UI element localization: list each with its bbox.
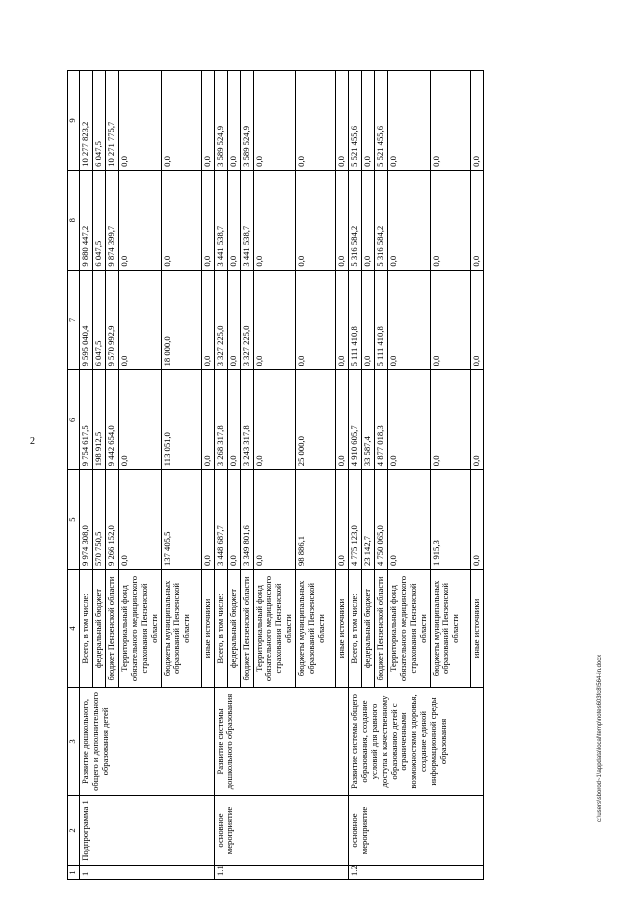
value-cell: 0,0 (227, 71, 240, 171)
value-cell: 9 595 040,4 (80, 270, 93, 370)
funding-source-cell: Всего, в том числе: (349, 570, 362, 688)
value-cell: 0,0 (336, 170, 349, 270)
value-cell: 0,0 (161, 170, 201, 270)
value-cell: 5 111 410,8 (375, 270, 388, 370)
value-cell: 9 442 654,0 (106, 370, 119, 470)
value-cell: 3 441 538,7 (240, 170, 253, 270)
value-cell: 25 000,0 (296, 370, 336, 470)
row-name-cell: Развитие системы дошкольного образования (214, 688, 349, 796)
footer-file-path: c:\users\sborod~1\appdata\local\temp\notes603fc8\564-in.docx (597, 654, 603, 822)
value-cell: 0,0 (388, 71, 431, 171)
value-cell: 0,0 (119, 470, 162, 570)
value-cell: 10 277 823,2 (80, 71, 93, 171)
header-cell: 7 (68, 270, 80, 370)
header-cell: 4 (68, 570, 80, 688)
row-name-cell: Развитие дошкольного, общего и дополнительного образования детей (80, 688, 215, 796)
funding-source-cell: бюджеты муниципальных образований Пензенской области (296, 570, 336, 688)
value-cell: 9 570 992,9 (106, 270, 119, 370)
value-cell: 9 754 617,5 (80, 370, 93, 470)
row-type-cell: основное мероприятие (214, 796, 349, 866)
value-cell: 0,0 (430, 270, 470, 370)
funding-source-cell: иные источники (201, 570, 214, 688)
table-row (214, 71, 227, 880)
funding-source-cell: иные источники (470, 570, 483, 688)
value-cell: 0,0 (296, 170, 336, 270)
value-cell: 0,0 (161, 71, 201, 171)
value-cell: 9 266 152,0 (106, 470, 119, 570)
value-cell: 0,0 (227, 470, 240, 570)
header-cell: 1 (68, 866, 80, 880)
value-cell: 0,0 (296, 71, 336, 171)
value-cell: 0,0 (470, 370, 483, 470)
value-cell: 0,0 (362, 71, 375, 171)
value-cell: 3 589 524,9 (240, 71, 253, 171)
header-cell: 5 (68, 470, 80, 570)
page-number: 2 (30, 436, 35, 447)
value-cell: 10 271 775,7 (106, 71, 119, 171)
row-name-cell: Развитие системы общего образования, создание условий для равного доступа к качественному образованию детей с ограниченными возможностями здоровья, создание единой информационной среды образования (349, 688, 484, 796)
value-cell: 0,0 (227, 270, 240, 370)
value-cell: 0,0 (388, 370, 431, 470)
header-cell: 8 (68, 170, 80, 270)
header-cell: 3 (68, 688, 80, 796)
value-cell: 3 268 317,8 (214, 370, 227, 470)
funding-source-cell: федеральный бюджет (227, 570, 240, 688)
table-row (80, 71, 93, 880)
header-cell: 9 (68, 71, 80, 171)
header-cell: 6 (68, 370, 80, 470)
value-cell: 0,0 (119, 170, 162, 270)
value-cell: 0,0 (470, 71, 483, 171)
value-cell: 0,0 (119, 270, 162, 370)
value-cell: 3 327 225,0 (214, 270, 227, 370)
value-cell: 0,0 (201, 170, 214, 270)
value-cell: 5 521 455,6 (375, 71, 388, 171)
value-cell: 0,0 (201, 71, 214, 171)
row-number-cell: 1.1 (214, 866, 349, 880)
value-cell: 0,0 (119, 370, 162, 470)
value-cell: 23 142,7 (362, 470, 375, 570)
value-cell: 0,0 (470, 170, 483, 270)
funding-source-cell: бюджет Пензенской области (106, 570, 119, 688)
funding-source-cell: Территориальный фонд обязательного медицинского страхования Пензенской области (119, 570, 162, 688)
value-cell: 0,0 (201, 370, 214, 470)
value-cell: 33 587,4 (362, 370, 375, 470)
value-cell: 0,0 (430, 71, 470, 171)
value-cell: 0,0 (430, 170, 470, 270)
value-cell: 0,0 (336, 71, 349, 171)
value-cell: 0,0 (253, 370, 296, 470)
value-cell: 0,0 (253, 470, 296, 570)
funding-source-cell: бюджеты муниципальных образований Пензенской области (430, 570, 470, 688)
value-cell: 4 750 065,0 (375, 470, 388, 570)
value-cell: 137 405,5 (161, 470, 201, 570)
value-cell: 0,0 (388, 470, 431, 570)
row-number-cell: 1.2 (349, 866, 484, 880)
value-cell: 5 316 584,2 (349, 170, 362, 270)
value-cell: 1 915,3 (430, 470, 470, 570)
row-number-cell: 1 (80, 866, 215, 880)
value-cell: 0,0 (362, 170, 375, 270)
value-cell: 0,0 (253, 170, 296, 270)
value-cell: 0,0 (430, 370, 470, 470)
funding-source-cell: бюджеты муниципальных образований Пензенской области (161, 570, 201, 688)
value-cell: 4 877 018,3 (375, 370, 388, 470)
value-cell: 0,0 (336, 370, 349, 470)
value-cell: 113 051,0 (161, 370, 201, 470)
header-cell: 2 (68, 796, 80, 866)
value-cell: 3 441 538,7 (214, 170, 227, 270)
value-cell: 3 589 524,9 (214, 71, 227, 171)
value-cell: 98 886,1 (296, 470, 336, 570)
value-cell: 0,0 (470, 470, 483, 570)
funding-source-cell: бюджет Пензенской области (240, 570, 253, 688)
value-cell: 6 047,5 (93, 170, 106, 270)
value-cell: 0,0 (119, 71, 162, 171)
value-cell: 4 775 123,0 (349, 470, 362, 570)
value-cell: 5 111 410,8 (349, 270, 362, 370)
value-cell: 0,0 (470, 270, 483, 370)
value-cell: 0,0 (336, 470, 349, 570)
value-cell: 3 349 801,6 (240, 470, 253, 570)
funding-source-cell: федеральный бюджет (362, 570, 375, 688)
value-cell: 3 243 317,8 (240, 370, 253, 470)
funding-source-cell: Территориальный фонд обязательного медицинского страхования Пензенской области (388, 570, 431, 688)
value-cell: 0,0 (362, 270, 375, 370)
row-type-cell: Подпрограмма 1 (80, 796, 215, 866)
funding-source-cell: федеральный бюджет (93, 570, 106, 688)
value-cell: 0,0 (227, 370, 240, 470)
value-cell: 570 750,5 (93, 470, 106, 570)
value-cell: 5 316 584,2 (375, 170, 388, 270)
table-row (349, 71, 362, 880)
funding-source-cell: Территориальный фонд обязательного медицинского страхования Пензенской области (253, 570, 296, 688)
value-cell: 5 521 455,6 (349, 71, 362, 171)
value-cell: 0,0 (253, 270, 296, 370)
value-cell: 0,0 (227, 170, 240, 270)
funding-source-cell: Всего, в том числе: (214, 570, 227, 688)
header-row (68, 71, 80, 880)
value-cell: 0,0 (388, 270, 431, 370)
value-cell: 9 974 308,0 (80, 470, 93, 570)
value-cell: 0,0 (388, 170, 431, 270)
value-cell: 6 047,5 (93, 270, 106, 370)
value-cell: 0,0 (201, 470, 214, 570)
row-type-cell: основное мероприятие (349, 796, 484, 866)
value-cell: 6 047,5 (93, 71, 106, 171)
value-cell: 3 327 225,0 (240, 270, 253, 370)
value-cell: 9 874 399,7 (106, 170, 119, 270)
value-cell: 9 880 447,2 (80, 170, 93, 270)
funding-source-cell: бюджет Пензенской области (375, 570, 388, 688)
value-cell: 0,0 (201, 270, 214, 370)
budget-table (67, 70, 484, 880)
funding-source-cell: иные источники (336, 570, 349, 688)
funding-source-cell: Всего, в том числе: (80, 570, 93, 688)
value-cell: 0,0 (336, 270, 349, 370)
value-cell: 0,0 (296, 270, 336, 370)
rotated-table-container (67, 70, 612, 880)
value-cell: 198 912,5 (93, 370, 106, 470)
value-cell: 3 448 687,7 (214, 470, 227, 570)
value-cell: 0,0 (253, 71, 296, 171)
value-cell: 18 000,0 (161, 270, 201, 370)
value-cell: 4 910 605,7 (349, 370, 362, 470)
